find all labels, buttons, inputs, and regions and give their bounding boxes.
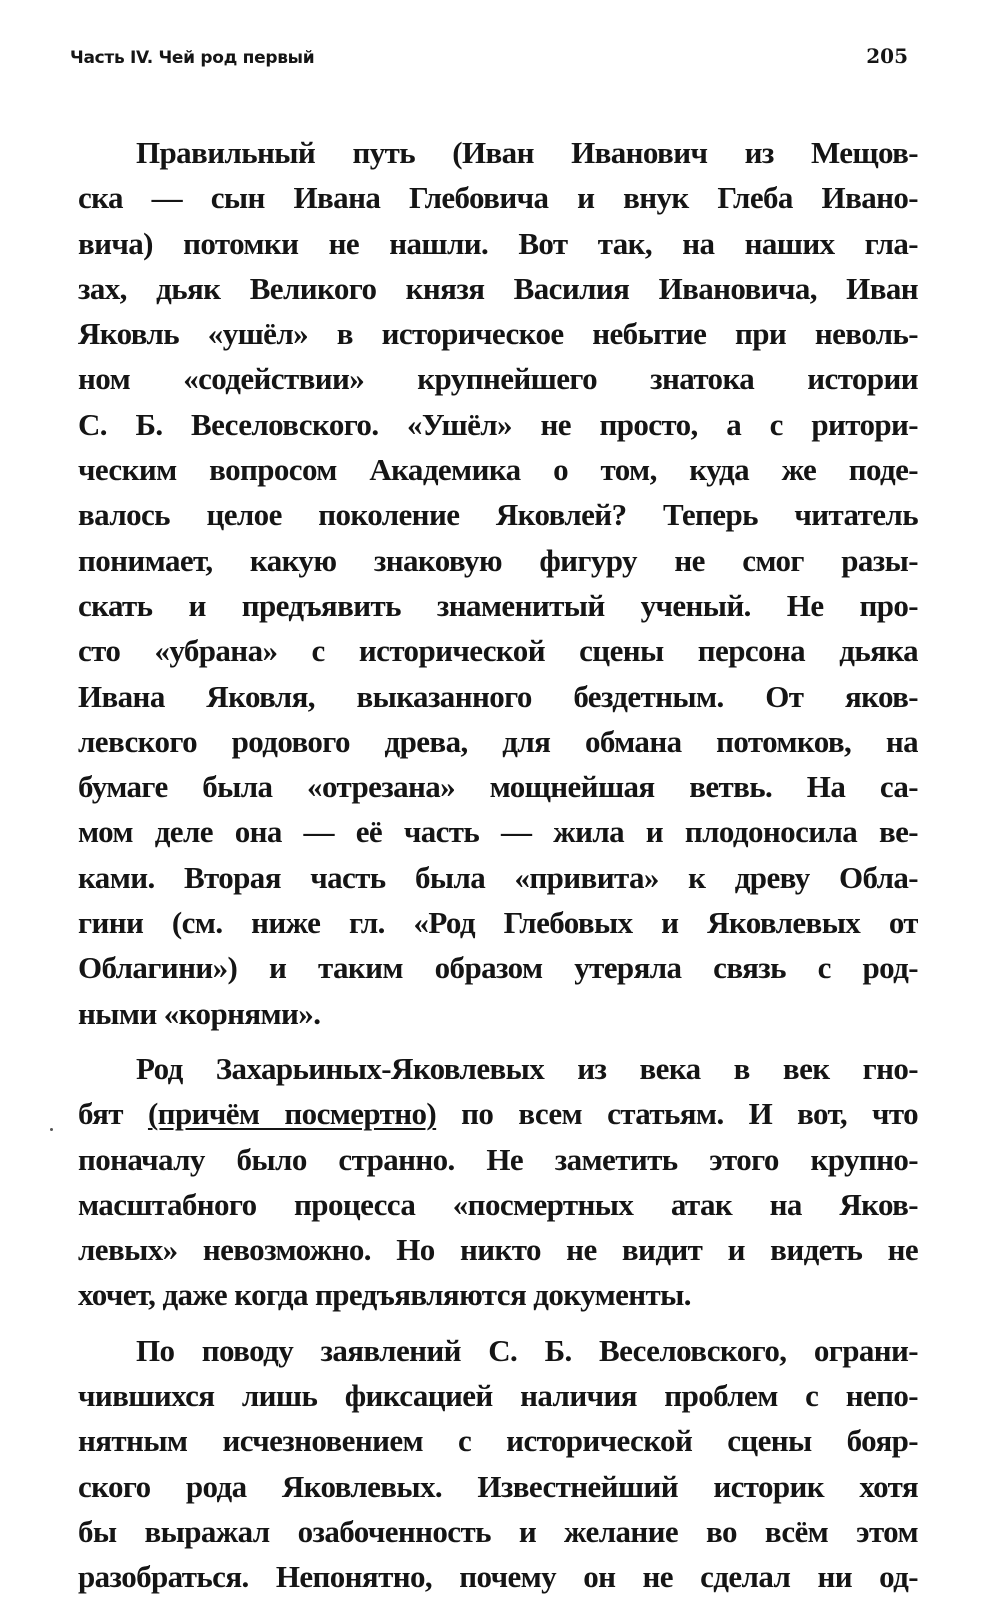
body-text	[78, 130, 918, 1600]
text-line: Правильный путь (Иван Иванович из Мещов-	[136, 135, 918, 170]
text-line: ном «содействии» крупнейшего знатока истории	[78, 361, 918, 397]
text-line: понимает, какую знаковую фигуру не смог разы-	[78, 542, 918, 578]
text-fragment: по всем статьям. И вот, что	[461, 1096, 918, 1132]
text-line: Ивана Яковля, выказанного бездетным. От яков-	[78, 678, 918, 714]
text-line: поначалу было странно. Не заметить этого крупно-	[78, 1141, 918, 1177]
text-line: левского родового древа, для обмана потомков, на	[78, 723, 918, 759]
text-line: зах, дьяк Великого князя Василия Ивановича, Иван	[78, 270, 918, 306]
text-line: ского рода Яковлевых. Известнейший историк хотя	[78, 1468, 918, 1504]
text-line: бы выражал озабоченность и желание во всём этом	[78, 1513, 918, 1549]
text-line	[78, 1091, 918, 1136]
text-line: ками. Вторая часть была «привита» к древу Обла-	[78, 859, 918, 895]
text-line: С. Б. Веселовского. «Ушёл» не просто, а с ритори-	[78, 406, 918, 442]
text-line: Яковль «ушёл» в историческое небытие при неволь-	[78, 316, 918, 352]
running-header: Часть IV. Чей род первый	[70, 48, 315, 68]
text-line: разобраться. Непонятно, почему он не сделал ни од-	[78, 1559, 918, 1595]
text-line: сто «убрана» с исторической сцены персона дьяка	[78, 633, 918, 669]
page-number: 205	[866, 44, 908, 68]
text-line: мом деле она — её часть — жила и плодоносила ве-	[78, 814, 918, 850]
text-line: нятным исчезновением с исторической сцены бояр-	[78, 1423, 918, 1459]
underlined-phrase: (причём посмертно)	[147, 1096, 437, 1132]
paragraph-gap	[78, 1036, 918, 1046]
paragraph-gap	[78, 1318, 918, 1328]
text-line: масштабного процесса «посмертных атак на Яков-	[78, 1186, 918, 1222]
text-line: скать и предъявить знаменитый ученый. Не про-	[78, 587, 918, 623]
text-line: Род Захарьиных-Яковлевых из века в век гно-	[136, 1050, 918, 1086]
text-line: чившихся лишь фиксацией наличия проблем с непо-	[78, 1378, 918, 1414]
text-line: бумаге была «отрезана» мощнейшая ветвь. На са-	[78, 769, 918, 805]
text-line: ными «корнями».	[78, 995, 321, 1031]
text-line: левых» невозможно. Но никто не видит и видеть не	[78, 1232, 918, 1268]
text-line: хочет, даже когда предъявляются документы.	[78, 1277, 691, 1313]
text-fragment: бят	[78, 1096, 123, 1132]
scan-speck	[50, 1128, 53, 1131]
text-line: валось целое поколение Яковлей? Теперь читатель	[78, 497, 918, 533]
text-line: ческим вопросом Академика о том, куда же поде-	[78, 452, 918, 488]
text-line: ска — сын Ивана Глебовича и внук Глеба Ивано-	[78, 180, 918, 216]
text-line: Облагини») и таким образом утеряла связь с род-	[78, 950, 918, 986]
text-line: вича) потомки не нашли. Вот так, на наших гла-	[78, 225, 918, 261]
text-line: По поводу заявлений С. Б. Веселовского, ограни-	[136, 1332, 918, 1368]
text-line: гини (см. ниже гл. «Род Глебовых и Яковлевых от	[78, 905, 918, 941]
